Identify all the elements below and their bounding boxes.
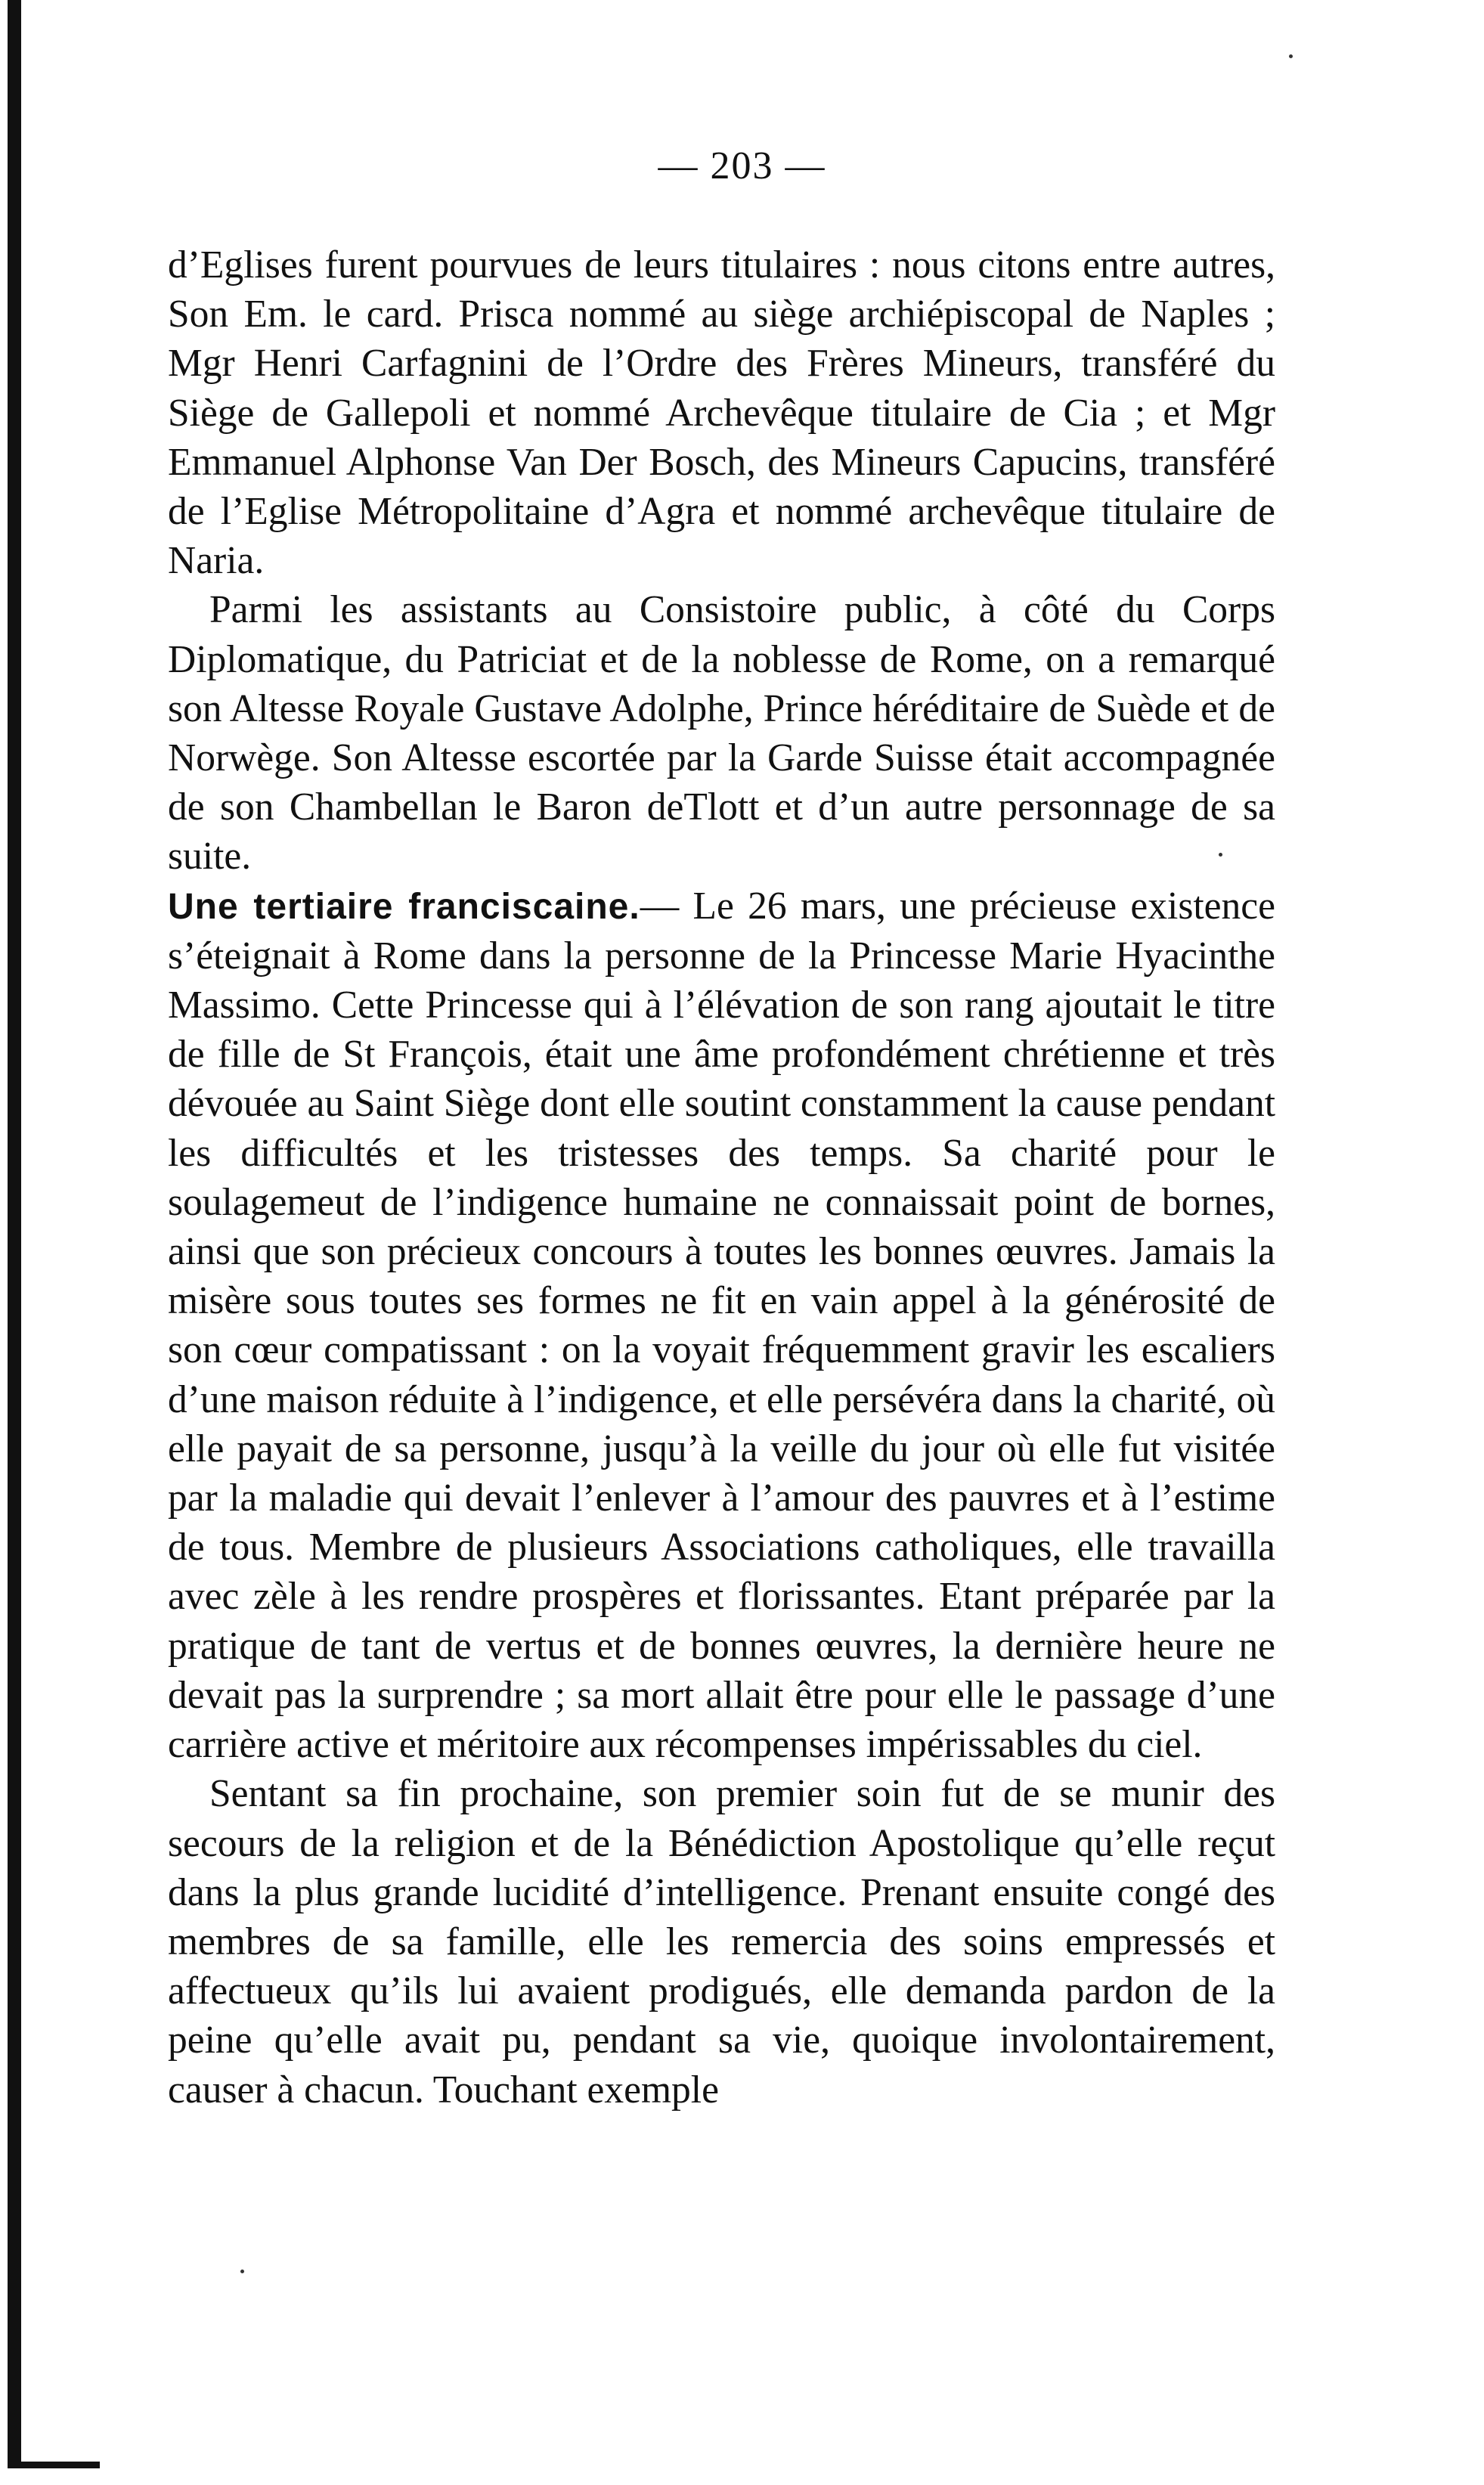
paragraph-consistory-attendees: Parmi les assistants au Consistoire public, à côté du Corps Diplomatique, du Patriciat et de la noblesse de Rome, on a remarqué son Altesse Royale Gustave Adolphe, Prince héréditaire de Suède et de Norwège. Son Altesse escortée par la Garde Suisse était accompagnée de son Chambellan le Baron deTlott et d’un autre personnage de sa suite.: [168, 588, 1275, 878]
ink-speck: [240, 2270, 244, 2273]
page-number: — 203 —: [658, 144, 826, 187]
ink-speck: [1289, 54, 1293, 58]
binding-edge-shadow: [8, 0, 21, 2466]
paragraph-princess-massimo: — Le 26 mars, une précieuse existence s’éteignait à Rome dans la personne de la Princesse Marie Hyacinthe Massimo. Cette Princesse qui à l’élévation de son rang ajoutait le titre de fille de St François, était une âme profondément chrétienne et très dévouée au Saint Siège dont elle soutint constamment la cause pendant les difficultés et les tristesses des temps. Sa charité pour le soulagemeut de l’indigence humaine ne connaissait point de bornes, ainsi que son précieux concours à toutes les bonnes œuvres. Jamais la misère sous toutes ses formes ne fit en vain appel à la générosité de son cœur compatissant : on la voyait fréquemment gravir les escaliers d’une maison réduite à l’indigence, et elle persévéra dans la charité, où elle payait de sa personne, jusqu’à la veille du jour où elle fut visitée par la maladie qui devait l’enlever à l’amour des pauvres et à l’estime de tous. Membre de plusieurs Associations catholiques, elle travailla avec zèle à les rendre prospères et florissantes. Etant préparée par la pratique de tant de vertus et de bonnes œuvres, la dernière heure ne devait pas la surprendre ; sa mort allait être pour elle le passage d’une carrière active et méritoire aux récompenses impérissables du ciel.: [168, 884, 1276, 1767]
binding-corner-mark: [8, 2462, 100, 2468]
body-text: [168, 240, 1275, 2115]
section-heading: Une tertiaire franciscaine.: [168, 886, 640, 927]
paragraph-final-moments: Sentant sa fin prochaine, son premier soin fut de se munir des secours de la religion et de la Bénédiction Apostolique qu’elle reçut dans la plus grande lucidité d’intelligence. Prenant ensuite congé des membres de sa famille, elle les remercia des soins empressés et affectueux qu’ils lui avaient prodigués, elle demanda pardon de la peine qu’elle avait pu, pendant sa vie, quoique involontairement, causer à chacun. Touchant exemple: [168, 1772, 1275, 2112]
paragraph-continuation: d’Eglises furent pourvues de leurs titulaires : nous citons entre autres, Son Em. le card. Prisca nommé au siège archiépiscopal de Naples ; Mgr Henri Carfagnini de l’Ordre des Frères Mineurs, transféré du Siège de Gallepoli et nommé Archevêque titulaire de Cia ; et Mgr Emmanuel Alphonse Van Der Bosch, des Mineurs Capucins, transféré de l’Eglise Métropolitaine d’Agra et nommé archevêque titulaire de Naria.: [168, 243, 1275, 583]
paragraph-tertiary-section: [168, 882, 1275, 1770]
